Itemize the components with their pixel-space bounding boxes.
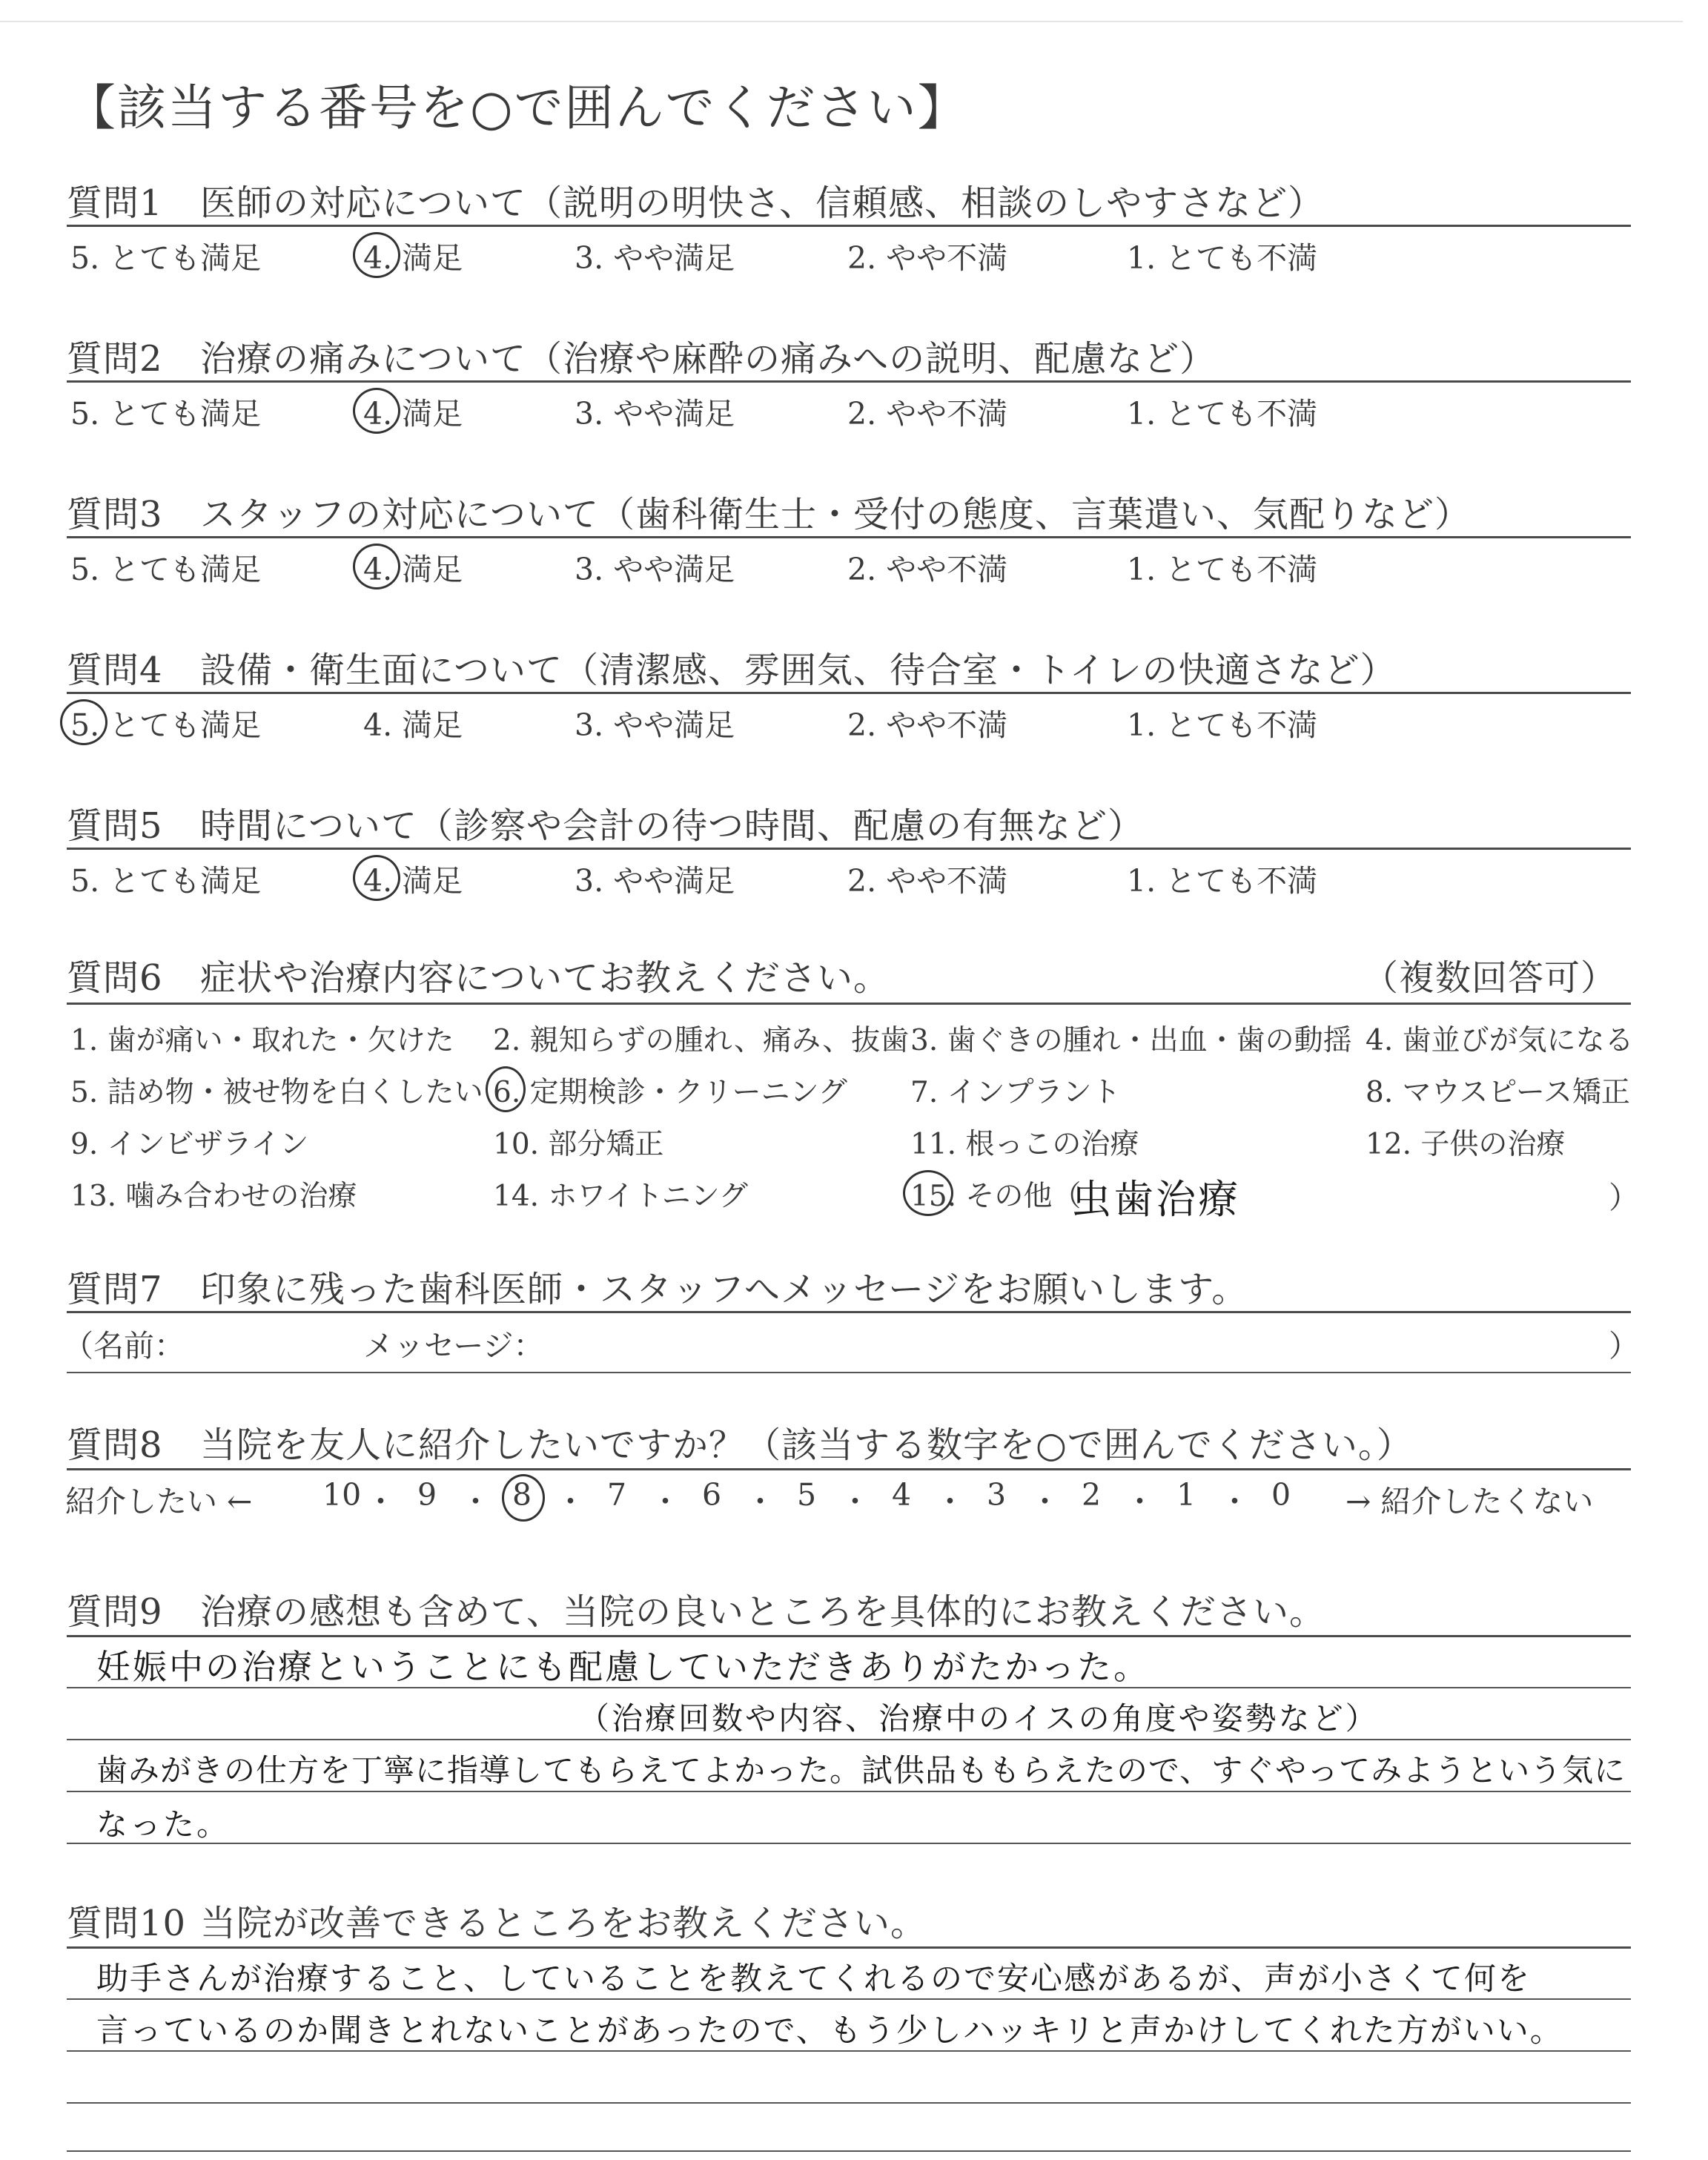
q8-scale-7[interactable]: 7 [607,1477,627,1513]
q2-option-2[interactable]: 2. やや不満 [847,396,1008,432]
q8-text: 当院を友人に紹介したいですか？（該当する数字を○で囲んでください。） [200,1424,1413,1466]
q4-text: 設備・衛生面について（清潔感、雰囲気、待合室・トイレの快適さなど） [200,650,1397,691]
q6-text: 症状や治療内容についてお教えください。 [200,957,890,999]
q5-option-1[interactable]: 1. とても不満 [1127,863,1318,899]
q4-option-5[interactable]: 5. とても満足 [70,707,262,743]
q9-hand-1: 妊娠中の治療ということにも配慮していただきありがたかった。 [96,1647,1150,1687]
q8-label: 質問8 [67,1424,163,1466]
q10-rule [67,1946,1631,1949]
q1-label: 質問1 [67,182,163,224]
selection-circle [353,855,400,901]
q9-line-4 [67,1843,1631,1844]
q2-text: 治療の痛みについて（治療や麻酔の痛みへの説明、配慮など） [200,338,1217,380]
q7-rule [67,1311,1631,1313]
q6-option-3[interactable]: 3. 歯ぐきの腫れ・出血・歯の動揺 [910,1024,1352,1057]
q6-other-handwritten: 虫歯治療 [1071,1176,1240,1223]
q1-rule [67,225,1631,227]
q5-option-4[interactable]: 4. 満足 [363,863,463,899]
q8-scale-5[interactable]: 5 [797,1477,817,1513]
q1-option-4[interactable]: 4. 満足 [363,240,463,276]
q4-rule [67,692,1631,694]
selection-circle [353,544,400,589]
q6-label: 質問6 [67,957,163,999]
q3-option-1[interactable]: 1. とても不満 [1127,552,1318,587]
q3-option-5[interactable]: 5. とても満足 [70,552,262,587]
q1-option-2[interactable]: 2. やや不満 [847,240,1008,276]
q5-rule [67,848,1631,850]
q6-option-6[interactable]: 6. 定期検診・クリーニング [493,1076,847,1109]
q9-line-2 [67,1739,1631,1740]
selection-circle [903,1170,953,1216]
q8-rule [67,1468,1631,1470]
q3-rule [67,536,1631,538]
q8-left-label: 紹介したい ← [65,1484,253,1519]
q8-scale-1[interactable]: 1 [1176,1477,1196,1513]
q6-option-15[interactable]: 15. その他（ [910,1180,1082,1213]
q8-scale-6[interactable]: 6 [702,1477,722,1513]
q4-option-2[interactable]: 2. やや不満 [847,707,1008,743]
q7-name-label: （名前： [63,1328,185,1364]
q8-scale-0[interactable]: 0 [1271,1477,1291,1513]
q7-label: 質問7 [67,1269,163,1310]
q8-right-label: → 紹介したくない [1345,1484,1594,1519]
q6-rule [67,1003,1631,1005]
q7-bottom-rule [67,1372,1631,1373]
selection-circle [353,232,400,278]
q3-option-4[interactable]: 4. 満足 [363,552,463,587]
q2-option-5[interactable]: 5. とても満足 [70,396,262,432]
q5-option-2[interactable]: 2. やや不満 [847,863,1008,899]
q8-scale-4[interactable]: 4 [892,1477,912,1513]
q9-hand-2: （治療回数や内容、治療中のイスの角度や姿勢など） [578,1700,1379,1737]
selection-circle [353,388,400,434]
q4-option-1[interactable]: 1. とても不満 [1127,707,1318,743]
q8-scale-3[interactable]: 3 [987,1477,1007,1513]
q5-label: 質問5 [67,805,163,847]
q8-separator: ・ [555,1484,586,1519]
q8-scale-10[interactable]: 10 [322,1477,362,1513]
q5-option-5[interactable]: 5. とても満足 [70,863,262,899]
q3-option-3[interactable]: 3. やや満足 [575,552,735,587]
q1-option-5[interactable]: 5. とても満足 [70,240,262,276]
q6-option-5[interactable]: 5. 詰め物・被せ物を白くしたい [70,1076,483,1109]
q2-rule [67,380,1631,383]
q10-line-3 [67,2102,1631,2104]
q8-separator: ・ [1125,1484,1155,1519]
q9-line-3 [67,1791,1631,1792]
q9-label: 質問9 [67,1591,163,1633]
q5-option-3[interactable]: 3. やや満足 [575,863,735,899]
q6-other-close: ） [1609,1180,1639,1215]
q7-message-label: メッセージ： [363,1328,544,1364]
q6-option-11[interactable]: 11. 根っこの治療 [910,1128,1139,1161]
q6-option-2[interactable]: 2. 親知らずの腫れ、痛み、抜歯 [493,1024,910,1057]
q8-scale-8[interactable]: 8 [512,1477,532,1513]
q6-option-8[interactable]: 8. マウスピース矯正 [1366,1076,1630,1109]
q10-text: 当院が改善できるところをお教えください。 [200,1903,927,1944]
q6-option-12[interactable]: 12. 子供の治療 [1366,1128,1566,1161]
q2-option-4[interactable]: 4. 満足 [363,396,463,432]
q8-scale-9[interactable]: 9 [417,1477,437,1513]
q9-text: 治療の感想も含めて、当院の良いところを具体的にお教えください。 [200,1591,1326,1633]
q6-option-10[interactable]: 10. 部分矯正 [493,1128,664,1161]
q6-option-9[interactable]: 9. インビザライン [70,1128,309,1161]
selection-circle [502,1474,545,1522]
q4-option-3[interactable]: 3. やや満足 [575,707,735,743]
q4-option-4[interactable]: 4. 満足 [363,707,463,743]
selection-circle [60,699,107,745]
q6-option-4[interactable]: 4. 歯並びが気になる [1366,1024,1634,1057]
q8-separator: ・ [365,1484,396,1519]
q8-separator: ・ [1219,1484,1250,1519]
q2-option-3[interactable]: 3. やや満足 [575,396,735,432]
q1-option-1[interactable]: 1. とても不満 [1127,240,1318,276]
q7-close: ） [1609,1328,1639,1364]
q10-hand-2: 言っているのか聞きとれないことがあったので、もう少しハッキリと声かけしてくれた方がいい。 [96,2012,1563,2050]
q9-hand-3: 歯みがきの仕方を丁寧に指導してもらえてよかった。試供品ももらえたので、すぐやってみようという気に [96,1752,1626,1789]
q8-separator: ・ [460,1484,491,1519]
page-title: 【該当する番号を○で囲んでください】 [67,79,968,136]
q4-label: 質問4 [67,650,163,691]
q3-label: 質問3 [67,494,163,535]
q9-hand-4: なった。 [96,1806,231,1843]
q2-label: 質問2 [67,338,163,380]
q5-text: 時間について（診察や会計の待つ時間、配慮の有無など） [200,805,1145,847]
q6-option-13[interactable]: 13. 噛み合わせの治療 [70,1180,357,1213]
q10-label: 質問10 [67,1903,187,1944]
q8-separator: ・ [840,1484,870,1519]
q2-option-1[interactable]: 1. とても不満 [1127,396,1318,432]
q6-option-1[interactable]: 1. 歯が痛い・取れた・欠けた [70,1024,454,1057]
q6-option-14[interactable]: 14. ホワイトニング [493,1180,748,1213]
q1-text: 医師の対応について（説明の明快さ、信頼感、相談のしやすさなど） [200,182,1325,224]
q6-note: （複数回答可） [1363,957,1618,999]
selection-circle [486,1066,526,1112]
q8-separator: ・ [935,1484,965,1519]
q8-separator: ・ [745,1484,775,1519]
q8-separator: ・ [1030,1484,1060,1519]
q10-hand-1: 助手さんが治療すること、していることを教えてくれるので安心感があるが、声が小さくて何を [96,1961,1531,1998]
scan-top-edge [0,21,1683,22]
q10-line-4 [67,2150,1631,2152]
q3-text: スタッフの対応について（歯科衛生士・受付の態度、言葉遣い、気配りなど） [200,494,1472,535]
q7-text: 印象に残った歯科医師・スタッフへメッセージをお願いします。 [200,1269,1248,1310]
q9-rule [67,1635,1631,1637]
q8-scale-2[interactable]: 2 [1082,1477,1102,1513]
q8-separator: ・ [650,1484,681,1519]
q3-option-2[interactable]: 2. やや不満 [847,552,1008,587]
q6-option-7[interactable]: 7. インプラント [910,1076,1121,1109]
q1-option-3[interactable]: 3. やや満足 [575,240,735,276]
